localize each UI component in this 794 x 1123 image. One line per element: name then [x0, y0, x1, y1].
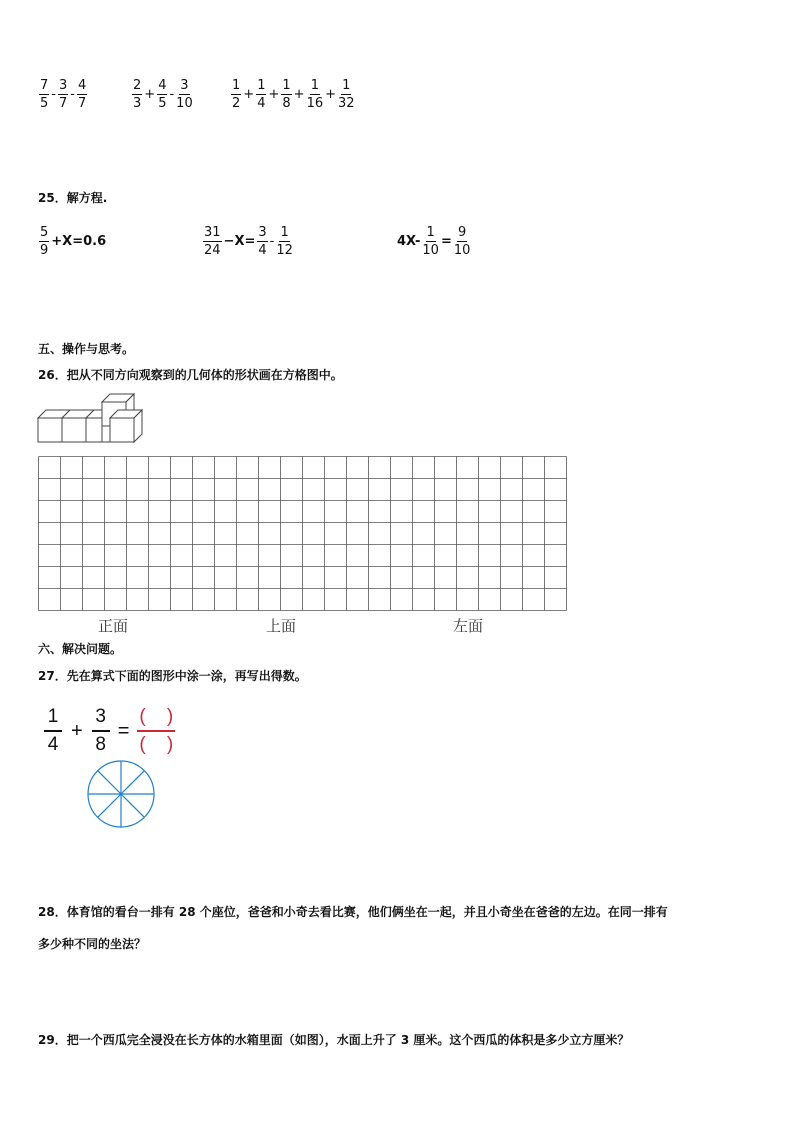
question-25-title: 25．解方程.: [38, 191, 108, 205]
question-26-title: 26．把从不同方向观察到的几何体的形状画在方格图中。: [38, 368, 343, 382]
question-28-line1: 28．体育馆的看台一排有 28 个座位，爸爸和小奇去看比赛，他们俩坐在一起，并且小奇坐在爸爸的左边。在同一排有: [38, 905, 668, 919]
fraction: $\frac{1}{32}$: [338, 78, 355, 111]
fraction: $\frac{9}{10}$: [453, 225, 471, 258]
fraction: $\frac{4}{7}$: [77, 78, 87, 111]
fraction: $\frac{1}{4}$: [44, 706, 62, 756]
fraction-sum: $\frac{1}{4}$ + $\frac{3}{8}$ = $\frac{( )}{( )}$: [44, 706, 175, 756]
expression-1: [38, 78, 88, 111]
question-27-title: 27．先在算式下面的图形中涂一涂，再写出得数。: [38, 669, 307, 683]
equation-2: $\frac{31}{24}$ −X= $\frac{3}{4}$ - $\frac{1}{12}$: [204, 225, 293, 258]
fraction: $\frac{1}{16}$: [306, 78, 324, 111]
fraction-circle[interactable]: [86, 759, 156, 829]
fraction: $\frac{1}{10}$: [422, 225, 439, 258]
question-28: [38, 896, 768, 960]
operator: +: [268, 87, 280, 102]
operator: +: [325, 87, 337, 102]
operator: +: [243, 87, 255, 102]
fraction: $\frac{3}{8}$: [92, 706, 110, 756]
drawing-grid[interactable]: [38, 456, 570, 612]
fraction: $\frac{31}{24}$: [204, 225, 221, 258]
fraction: $\frac{7}{5}$: [40, 78, 49, 111]
fraction: $\frac{1}{12}$: [276, 225, 293, 258]
operator: -: [169, 87, 175, 102]
fraction: $\frac{3}{10}$: [176, 78, 193, 111]
equation-1: $\frac{5}{9}$ +X=0.6: [40, 225, 107, 258]
operator: +: [293, 87, 305, 102]
grid-label-top: 上面: [266, 617, 297, 635]
fraction: $\frac{4}{5}$: [158, 78, 167, 111]
question-28-line2: 多少种不同的坐法？: [38, 937, 147, 951]
fraction: $\frac{3}{7}$: [58, 78, 68, 111]
answer-blank[interactable]: $\frac{( )}{( )}$: [139, 706, 174, 755]
grid-label-left: 左面: [453, 617, 484, 635]
fraction: $\frac{1}{4}$: [257, 78, 266, 111]
fraction: $\frac{1}{8}$: [282, 78, 291, 111]
equation-3: 4X- $\frac{1}{10}$ = $\frac{9}{10}$: [397, 225, 471, 258]
expression-2: [131, 78, 194, 111]
fraction: $\frac{2}{3}$: [133, 78, 142, 111]
circle-sector-line: [98, 794, 121, 817]
question-29: 29．把一个西瓜完全浸没在长方体的水箱里面（如图），水面上升了 3 厘米。这个西瓜的体积是多少立方厘米？: [38, 1033, 630, 1047]
circle-sector-line: [121, 794, 144, 817]
fraction: $\frac{1}{2}$: [232, 78, 241, 111]
circle-sector-line: [98, 771, 121, 794]
cube-figure: [36, 392, 156, 446]
fraction: $\frac{3}{4}$: [258, 225, 267, 258]
fraction: $\frac{5}{9}$: [40, 225, 49, 258]
section-6-heading: 六、解决问题。: [38, 642, 123, 656]
grid-label-front: 正面: [98, 617, 129, 635]
expression-3: [230, 78, 356, 111]
operator: -: [51, 87, 56, 102]
circle-sector-line: [121, 771, 144, 794]
operator: +: [144, 87, 156, 102]
section-5-heading: 五、操作与思考。: [38, 342, 135, 356]
operator: -: [70, 87, 75, 102]
